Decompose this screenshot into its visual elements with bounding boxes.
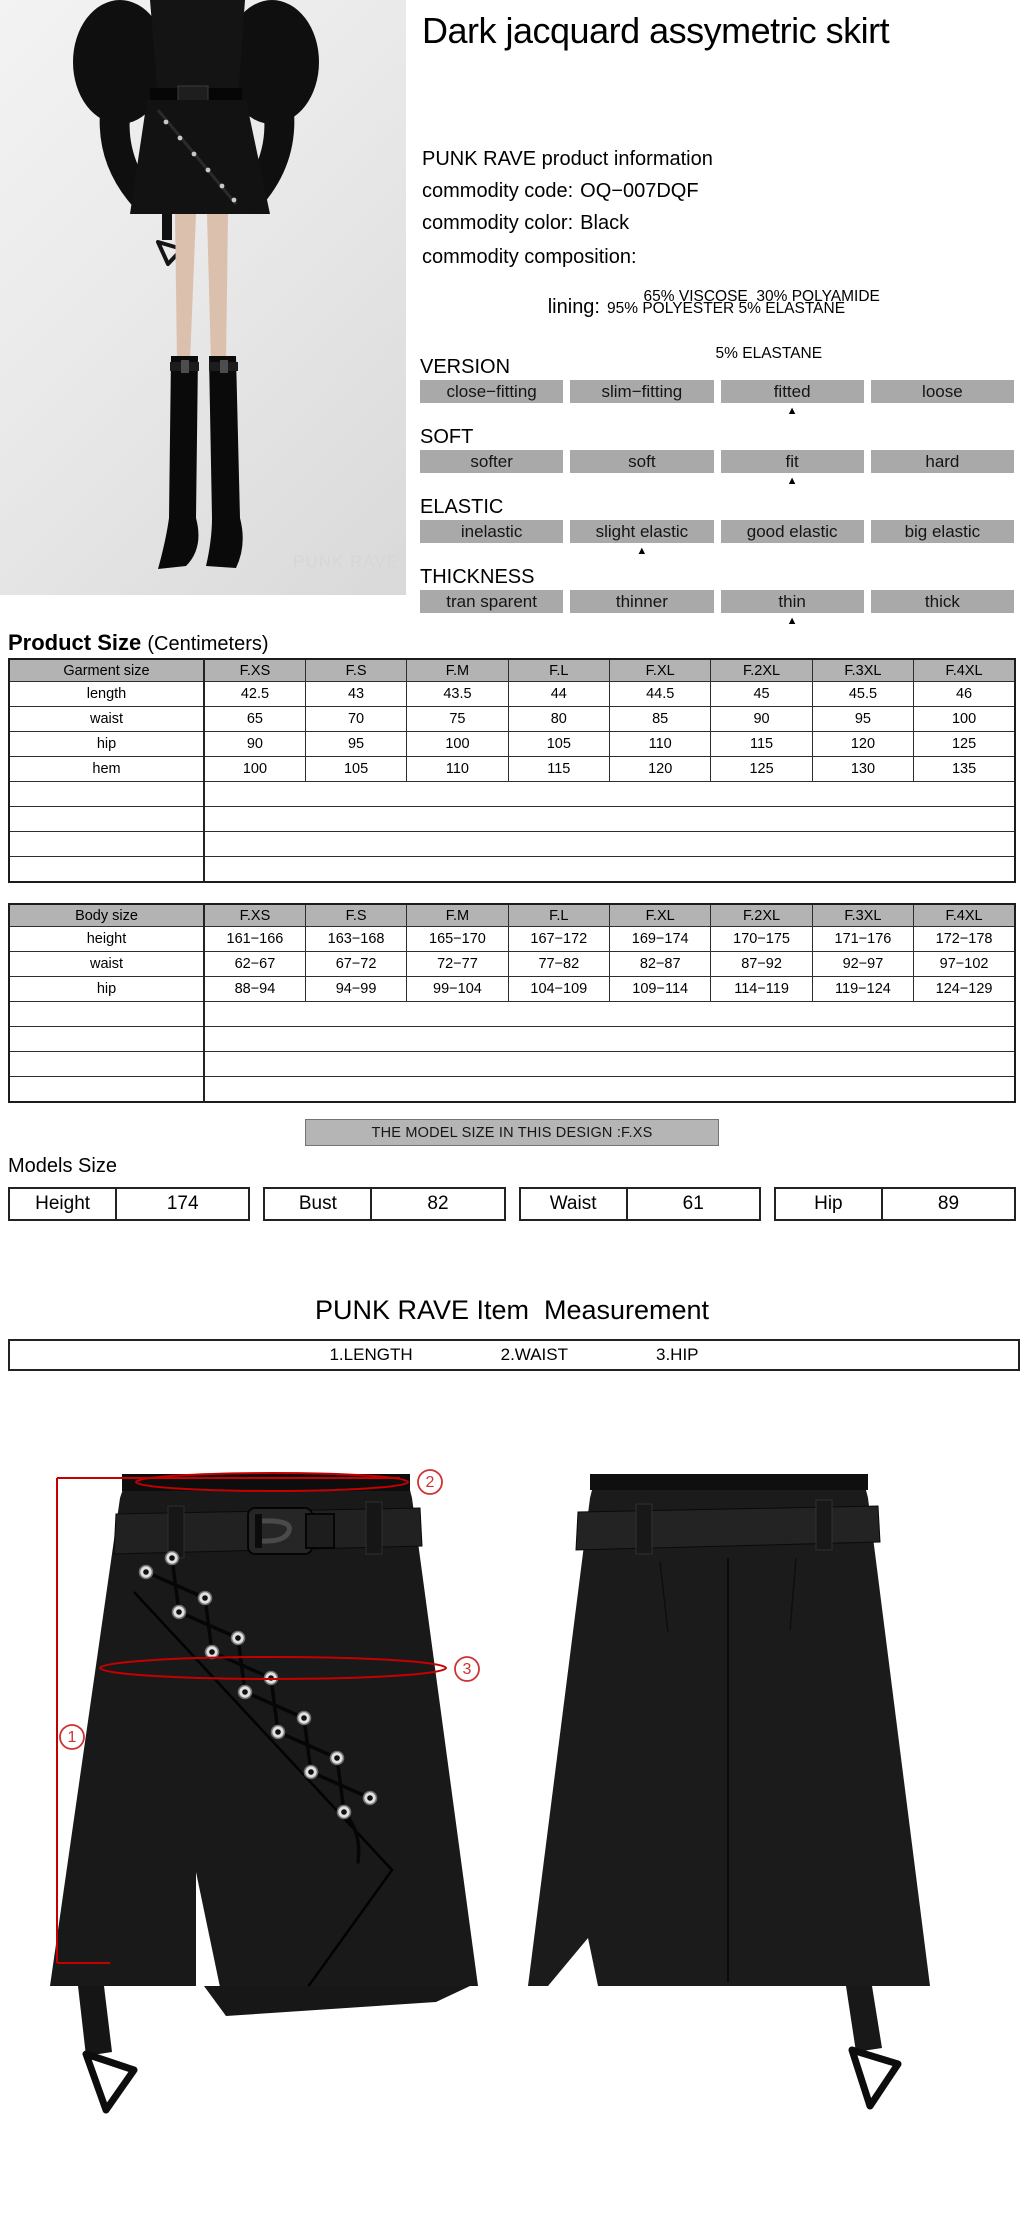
attribute-option: loose [871, 380, 1014, 403]
body-data-row [9, 952, 1015, 977]
empty-value-cell [204, 857, 1015, 883]
measure-value: 163−168 [305, 927, 406, 952]
size-column-header: F.L [508, 659, 609, 682]
garment-data-row [9, 682, 1015, 707]
model-size-box-height [8, 1187, 250, 1221]
empty-row [9, 1002, 1015, 1027]
skirt-front-view [50, 1474, 478, 2110]
empty-row [9, 782, 1015, 807]
measure-value: 115 [508, 757, 609, 782]
attribute-title: ELASTIC [420, 496, 504, 518]
measure-value: 165−170 [407, 927, 508, 952]
measure-value: 167−172 [508, 927, 609, 952]
garment-size-header: Garment size [9, 659, 204, 682]
selected-marker-icon: ▲ [786, 475, 798, 487]
body-data-row [9, 977, 1015, 1002]
attribute-scale-thickness [420, 566, 1014, 627]
measure-value: 43.5 [407, 682, 508, 707]
garment-header-row [9, 659, 1015, 682]
measure-value: 100 [914, 707, 1015, 732]
empty-label-cell [9, 857, 204, 883]
measure-label: length [9, 682, 204, 707]
color-value: Black [580, 212, 630, 234]
measure-value: 85 [610, 707, 711, 732]
attribute-scale-soft [420, 426, 1014, 487]
attribute-options [420, 450, 1014, 473]
model-size-label: Height [10, 1189, 117, 1219]
lining-value: 95% POLYESTER 5% ELASTANE [607, 300, 846, 317]
size-column-header: F.4XL [914, 904, 1015, 927]
photo-watermark: PUNK RAVE [293, 552, 399, 571]
size-column-header: F.XS [204, 904, 305, 927]
brand-line: PUNK RAVE product information [422, 148, 713, 170]
measure-value: 77−82 [508, 952, 609, 977]
skirt-back-view [528, 1474, 930, 2106]
attribute-arrow-row [420, 543, 1014, 557]
measure-value: 104−109 [508, 977, 609, 1002]
measure-label: hip [9, 732, 204, 757]
measure-value: 62−67 [204, 952, 305, 977]
empty-value-cell [204, 1002, 1015, 1027]
body-header-row [9, 904, 1015, 927]
measurement-heading: PUNK RAVE Item Measurement [314, 1295, 710, 1325]
lining-label: lining: [547, 296, 600, 318]
attribute-scale-version [420, 356, 1014, 417]
model-size-label: Waist [521, 1189, 628, 1219]
empty-label-cell [9, 1052, 204, 1077]
model-size-box-bust [263, 1187, 505, 1221]
attribute-option: good elastic [721, 520, 864, 543]
measure-value: 100 [204, 757, 305, 782]
measure-value: 170−175 [711, 927, 812, 952]
measure-value: 90 [711, 707, 812, 732]
measure-value: 45.5 [812, 682, 913, 707]
size-column-header: F.S [305, 659, 406, 682]
size-column-header: F.L [508, 904, 609, 927]
attribute-option: tran sparent [420, 590, 563, 613]
measure-value: 130 [812, 757, 913, 782]
attribute-option: thick [871, 590, 1014, 613]
measure-value: 80 [508, 707, 609, 732]
models-size-row [8, 1187, 1016, 1221]
measure-value: 67−72 [305, 952, 406, 977]
attribute-arrow-row [420, 613, 1014, 627]
annotation-length [60, 1725, 84, 1749]
empty-value-cell [204, 782, 1015, 807]
model-size-box-hip [774, 1187, 1016, 1221]
legend-item: 2.WAIST [500, 1345, 568, 1364]
measure-value: 119−124 [812, 977, 913, 1002]
attribute-scale-elastic [420, 496, 1014, 557]
measure-value: 171−176 [812, 927, 913, 952]
attribute-option: big elastic [871, 520, 1014, 543]
attribute-option: fit [721, 450, 864, 473]
measure-value: 172−178 [914, 927, 1015, 952]
selected-marker-icon: ▲ [636, 545, 648, 557]
measure-value: 99−104 [407, 977, 508, 1002]
measure-label: height [9, 927, 204, 952]
page-title: Dark jacquard assymetric skirt [422, 10, 890, 51]
measure-value: 42.5 [204, 682, 305, 707]
body-data-row [9, 927, 1015, 952]
measure-label: waist [9, 952, 204, 977]
measure-value: 114−119 [711, 977, 812, 1002]
attribute-options [420, 590, 1014, 613]
empty-label-cell [9, 832, 204, 857]
measure-label: hip [9, 977, 204, 1002]
model-size-value: 174 [166, 1193, 199, 1214]
measure-value: 109−114 [610, 977, 711, 1002]
size-column-header: F.2XL [711, 659, 812, 682]
model-figure [0, 0, 406, 595]
measure-value: 75 [407, 707, 508, 732]
measure-value: 44 [508, 682, 609, 707]
model-size-label: Hip [776, 1189, 883, 1219]
measure-value: 95 [812, 707, 913, 732]
attribute-option: slim−fitting [570, 380, 713, 403]
size-column-header: F.3XL [812, 904, 913, 927]
empty-label-cell [9, 1077, 204, 1103]
measure-value: 125 [711, 757, 812, 782]
attribute-title: SOFT [420, 426, 474, 448]
measure-value: 161−166 [204, 927, 305, 952]
selected-marker-icon: ▲ [786, 405, 798, 417]
measure-value: 125 [914, 732, 1015, 757]
measurement-legend [8, 1339, 1020, 1371]
product-size-heading: Product Size (Centimeters) [8, 630, 269, 655]
size-column-header: F.M [407, 659, 508, 682]
measure-value: 72−77 [407, 952, 508, 977]
attribute-option: hard [871, 450, 1014, 473]
empty-row [9, 832, 1015, 857]
garment-data-row [9, 757, 1015, 782]
product-photo [0, 0, 406, 595]
attribute-title: THICKNESS [420, 566, 535, 588]
measure-value: 45 [711, 682, 812, 707]
garment-size-table [8, 658, 1016, 883]
attribute-option: thinner [570, 590, 713, 613]
empty-row [9, 807, 1015, 832]
measure-value: 90 [204, 732, 305, 757]
empty-label-cell [9, 782, 204, 807]
svg-text:3: 3 [462, 1661, 472, 1678]
models-size-heading: Models Size [8, 1155, 117, 1177]
legend-item: 3.HIP [656, 1345, 699, 1364]
size-column-header: F.M [407, 904, 508, 927]
empty-value-cell [204, 1077, 1015, 1103]
attribute-arrow-row [420, 403, 1014, 417]
measure-value: 110 [407, 757, 508, 782]
size-column-header: F.S [305, 904, 406, 927]
color-label: commodity color: [422, 212, 574, 234]
lining-line [422, 296, 845, 319]
svg-text:2: 2 [425, 1474, 435, 1491]
measure-value: 124−129 [914, 977, 1015, 1002]
measure-value: 120 [610, 757, 711, 782]
model-size-box-waist [519, 1187, 761, 1221]
attribute-option: softer [420, 450, 563, 473]
model-size-value: 61 [682, 1193, 704, 1214]
model-size-value: 89 [937, 1193, 960, 1214]
attribute-option: close−fitting [420, 380, 563, 403]
empty-label-cell [9, 1027, 204, 1052]
measure-value: 100 [407, 732, 508, 757]
attribute-options [420, 520, 1014, 543]
attribute-arrow-row [420, 473, 1014, 487]
measure-value: 120 [812, 732, 913, 757]
size-column-header: F.2XL [711, 904, 812, 927]
model-size-label: Bust [265, 1189, 372, 1219]
composition-value: 65% VISCOSE 30% POLYAMIDE 5% ELASTANE [643, 288, 880, 362]
triangle-clip-back [852, 2050, 898, 2106]
measure-value: 105 [305, 757, 406, 782]
empty-value-cell [204, 832, 1015, 857]
measure-value: 94−99 [305, 977, 406, 1002]
code-value: OQ−007DQF [580, 180, 699, 202]
attribute-option: slight elastic [570, 520, 713, 543]
size-column-header: F.XS [204, 659, 305, 682]
annotation-waist [418, 1470, 442, 1494]
size-column-header: F.3XL [812, 659, 913, 682]
belt-buckle [248, 1508, 334, 1554]
measure-value: 82−87 [610, 952, 711, 977]
model-size-banner: THE MODEL SIZE IN THIS DESIGN :F.XS [305, 1119, 719, 1146]
model-size-value: 82 [427, 1193, 449, 1214]
empty-value-cell [204, 1027, 1015, 1052]
size-column-header: F.XL [610, 659, 711, 682]
measure-value: 65 [204, 707, 305, 732]
measure-value: 97−102 [914, 952, 1015, 977]
measure-value: 43 [305, 682, 406, 707]
measure-value: 169−174 [610, 927, 711, 952]
commodity-code-line [422, 180, 699, 203]
empty-row [9, 1077, 1015, 1103]
body-size-table [8, 903, 1016, 1103]
measure-value: 135 [914, 757, 1015, 782]
empty-value-cell [204, 1052, 1015, 1077]
measure-value: 115 [711, 732, 812, 757]
measure-label: hem [9, 757, 204, 782]
code-label: commodity code: [422, 180, 574, 202]
svg-text:1: 1 [67, 1729, 77, 1746]
empty-label-cell [9, 807, 204, 832]
measure-value: 44.5 [610, 682, 711, 707]
body-size-header: Body size [9, 904, 204, 927]
garment-data-row [9, 707, 1015, 732]
garment-data-row [9, 732, 1015, 757]
triangle-clip-front [86, 2054, 134, 2110]
attribute-option: soft [570, 450, 713, 473]
measure-value: 92−97 [812, 952, 913, 977]
empty-row [9, 857, 1015, 883]
composition-label: commodity composition: [422, 246, 637, 268]
attribute-option: fitted [721, 380, 864, 403]
empty-row [9, 1027, 1015, 1052]
annotation-hip [455, 1657, 479, 1681]
measure-value: 105 [508, 732, 609, 757]
measure-label: waist [9, 707, 204, 732]
empty-row [9, 1052, 1015, 1077]
empty-label-cell [9, 1002, 204, 1027]
legend-item: 1.LENGTH [329, 1345, 413, 1364]
measure-value: 46 [914, 682, 1015, 707]
measure-value: 110 [610, 732, 711, 757]
attribute-title: VERSION [420, 356, 511, 378]
measure-value: 88−94 [204, 977, 305, 1002]
attribute-option: thin [721, 590, 864, 613]
measurement-diagram [0, 1440, 1024, 2218]
selected-marker-icon: ▲ [786, 615, 798, 627]
commodity-color-line [422, 212, 629, 235]
attribute-scales [420, 356, 1014, 636]
size-column-header: F.XL [610, 904, 711, 927]
measure-value: 87−92 [711, 952, 812, 977]
attribute-option: inelastic [420, 520, 563, 543]
attribute-options [420, 380, 1014, 403]
measure-value: 95 [305, 732, 406, 757]
measure-value: 70 [305, 707, 406, 732]
empty-value-cell [204, 807, 1015, 832]
size-column-header: F.4XL [914, 659, 1015, 682]
